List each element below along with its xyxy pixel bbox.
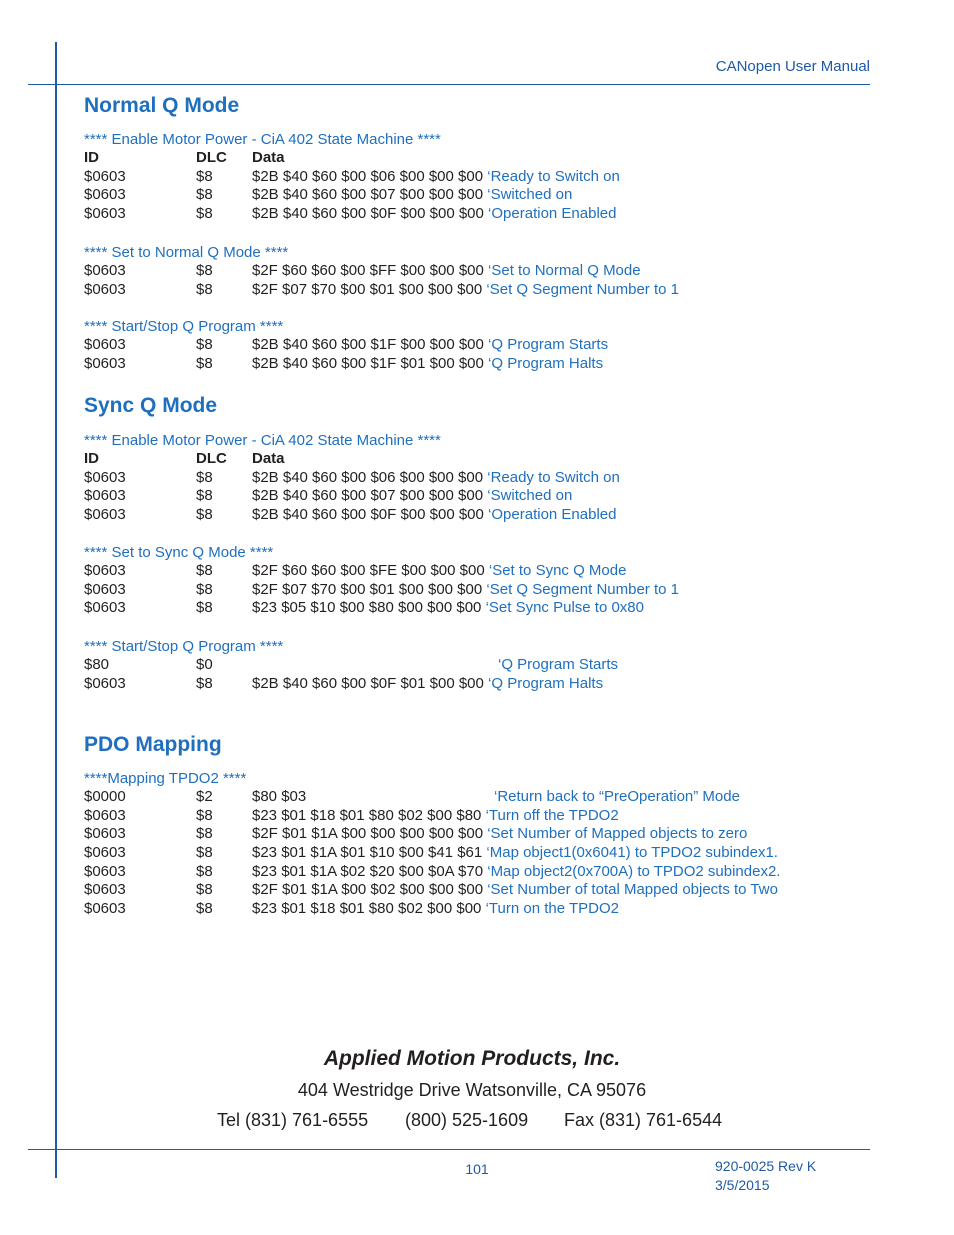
sync-q-start-stop-group	[84, 637, 884, 693]
row-comment: ‘Set Q Segment Number to 1	[486, 280, 679, 298]
row-comment: ‘Q Program Halts	[488, 674, 604, 692]
section-heading-normal-q-mode: Normal Q Mode	[84, 94, 240, 117]
table-row	[84, 656, 884, 675]
row-id: $0603	[84, 599, 126, 617]
row-comment: ‘Map object1(0x6041) to TPDO2 subindex1.	[486, 844, 778, 862]
table-row	[84, 487, 884, 506]
row-id: $0603	[84, 336, 126, 353]
row-data	[252, 825, 747, 844]
row-id: $0603	[84, 506, 126, 524]
document-date: 3/5/2015	[715, 1177, 770, 1193]
table-row	[84, 675, 884, 694]
row-comment: ‘Turn on the TPDO2	[485, 900, 619, 918]
row-comment: ‘Set Q Segment Number to 1	[486, 580, 679, 598]
row-data	[252, 168, 620, 187]
row-data-bytes: $23 $01 $1A $01 $10 $00 $41 $61	[252, 844, 483, 862]
table-row	[84, 168, 884, 187]
row-id: $0603	[84, 186, 126, 204]
row-comment: ‘Operation Enabled	[488, 506, 617, 524]
company-address: 404 Westridge Drive Watsonville, CA 95076	[297, 1080, 647, 1100]
sync-q-set-mode-group	[84, 543, 884, 618]
toll-free-number: (800) 525-1609	[405, 1110, 529, 1130]
row-comment: ‘Set Number of total Mapped objects to Two	[487, 881, 778, 899]
row-dlc: $8	[196, 336, 213, 353]
row-dlc: $8	[196, 825, 213, 843]
row-data	[252, 506, 616, 525]
row-data	[252, 562, 626, 581]
row-comment: ‘Switched on	[487, 487, 573, 505]
row-id: $0603	[84, 806, 126, 824]
row-id: $0603	[84, 825, 126, 843]
row-id: $0603	[84, 167, 126, 185]
row-comment: ‘Q Program Starts	[488, 336, 609, 353]
row-dlc: $8	[196, 354, 213, 372]
row-dlc: $0	[196, 656, 213, 673]
row-data	[252, 487, 572, 506]
column-header-data: Data	[252, 149, 285, 166]
table-row	[84, 599, 884, 618]
row-comment: ‘Set to Normal Q Mode	[488, 262, 641, 279]
row-data-bytes: $2B $40 $60 $00 $07 $00 $00 $00	[252, 186, 484, 204]
table-row	[84, 562, 884, 581]
table-row	[84, 788, 884, 807]
row-id: $0603	[84, 262, 126, 279]
row-id: $0603	[84, 844, 126, 862]
row-comment: ‘Switched on	[487, 186, 573, 204]
row-data-bytes: $2F $60 $60 $00 $FE $00 $00 $00	[252, 562, 485, 579]
column-header-id: ID	[84, 450, 99, 467]
group-comment: **** Enable Motor Power - CiA 402 State Machine ****	[84, 131, 441, 148]
row-data-bytes: $80 $03	[252, 788, 307, 805]
row-data-bytes: $23 $01 $18 $01 $80 $02 $00 $80	[252, 806, 482, 824]
row-id: $0603	[84, 468, 126, 486]
table-row	[84, 900, 884, 919]
row-id: $0603	[84, 881, 126, 899]
table-row	[84, 863, 884, 882]
margin-rule-top	[55, 42, 57, 82]
row-dlc: $8	[196, 844, 213, 862]
column-header-id: ID	[84, 149, 99, 166]
row-data-bytes: $2F $60 $60 $00 $FF $00 $00 $00	[252, 262, 484, 279]
row-comment: ‘Ready to Switch on	[487, 468, 620, 486]
table-row	[84, 355, 884, 374]
row-dlc: $8	[196, 186, 213, 204]
row-data-bytes: $23 $05 $10 $00 $80 $00 $00 $00	[252, 599, 482, 617]
row-data-bytes: $2B $40 $60 $00 $0F $00 $00 $00	[252, 205, 484, 223]
column-header-dlc: DLC	[196, 149, 227, 166]
row-comment: ‘Operation Enabled	[488, 205, 617, 223]
row-comment: ‘Set to Sync Q Mode	[488, 562, 627, 579]
column-header-dlc: DLC	[196, 450, 227, 467]
group-comment: **** Start/Stop Q Program ****	[84, 638, 284, 655]
company-name: Applied Motion Products, Inc.	[323, 1047, 621, 1070]
table-row	[84, 581, 884, 600]
row-dlc: $8	[196, 881, 213, 899]
group-comment: **** Set to Normal Q Mode ****	[84, 244, 289, 261]
pdo-mapping-group	[84, 769, 884, 919]
row-data-bytes: $2B $40 $60 $00 $1F $00 $00 $00	[252, 336, 484, 353]
group-comment: **** Enable Motor Power - CiA 402 State Machine ****	[84, 432, 441, 449]
row-id: $0603	[84, 487, 126, 505]
row-comment: ‘Set Number of Mapped objects to zero	[487, 825, 748, 843]
column-header-data: Data	[252, 450, 285, 467]
row-data-bytes: $2F $07 $70 $00 $01 $00 $00 $00	[252, 580, 483, 598]
normal-q-enable-group	[84, 130, 884, 224]
row-comment: ‘Map object2(0x700A) to TPDO2 subindex2.	[487, 862, 781, 880]
table-row	[84, 186, 884, 205]
row-comment: ‘Turn off the TPDO2	[485, 806, 619, 824]
sync-q-enable-group	[84, 431, 884, 525]
table-row	[84, 807, 884, 826]
row-dlc: $8	[196, 167, 213, 185]
row-data-bytes: $2B $40 $60 $00 $0F $00 $00 $00	[252, 506, 484, 524]
row-data	[252, 881, 778, 900]
row-comment: ‘Q Program Starts	[498, 656, 619, 673]
table-row	[84, 825, 884, 844]
table-row	[84, 336, 884, 355]
row-dlc: $8	[196, 599, 213, 617]
row-id: $0603	[84, 900, 126, 918]
row-dlc: $8	[196, 280, 213, 298]
row-dlc: $8	[196, 468, 213, 486]
row-comment: ‘Return back to “PreOperation” Mode	[494, 788, 740, 805]
header-rule	[28, 84, 870, 85]
table-row	[84, 469, 884, 488]
row-data	[252, 355, 603, 374]
row-data	[252, 807, 619, 826]
row-data-bytes: $2B $40 $60 $00 $07 $00 $00 $00	[252, 487, 484, 505]
table-row	[84, 881, 884, 900]
row-data	[252, 675, 603, 694]
row-data-bytes: $23 $01 $18 $01 $80 $02 $00 $00	[252, 900, 482, 918]
group-comment: **** Start/Stop Q Program ****	[84, 318, 284, 335]
row-id: $0000	[84, 788, 126, 805]
row-dlc: $8	[196, 580, 213, 598]
row-dlc: $8	[196, 806, 213, 824]
row-id: $0603	[84, 280, 126, 298]
tel-number: Tel (831) 761-6555	[217, 1110, 369, 1130]
document-revision: 920-0025 Rev K	[715, 1158, 817, 1174]
section-heading-pdo-mapping: PDO Mapping	[84, 733, 222, 756]
row-id: $0603	[84, 580, 126, 598]
row-data	[252, 281, 679, 300]
row-data	[252, 186, 572, 205]
margin-rule-left	[55, 82, 57, 1178]
section-heading-sync-q-mode: Sync Q Mode	[84, 394, 218, 417]
row-dlc: $8	[196, 562, 213, 579]
row-data	[252, 599, 644, 618]
row-data-bytes: $2B $40 $60 $00 $0F $01 $00 $00	[252, 674, 484, 692]
row-id: $0603	[84, 862, 126, 880]
row-data-bytes: $2F $01 $1A $00 $00 $00 $00 $00	[252, 825, 484, 843]
table-header-row	[84, 450, 884, 469]
row-data	[252, 863, 780, 882]
row-data	[252, 900, 619, 919]
row-data	[252, 205, 616, 224]
normal-q-set-mode-group	[84, 243, 884, 299]
row-data	[252, 336, 608, 355]
row-data-bytes: $2B $40 $60 $00 $06 $00 $00 $00	[252, 468, 484, 486]
table-row	[84, 262, 884, 281]
manual-title: CANopen User Manual	[715, 58, 870, 75]
row-id: $0603	[84, 674, 126, 692]
table-row	[84, 844, 884, 863]
row-data-bytes: $2F $01 $1A $00 $02 $00 $00 $00	[252, 881, 484, 899]
row-id: $0603	[84, 354, 126, 372]
row-id: $0603	[84, 205, 126, 223]
table-row	[84, 506, 884, 525]
row-dlc: $8	[196, 487, 213, 505]
group-comment: **** Set to Sync Q Mode ****	[84, 544, 274, 561]
row-dlc: $8	[196, 262, 213, 279]
row-data-bytes: $2F $07 $70 $00 $01 $00 $00 $00	[252, 280, 483, 298]
row-dlc: $8	[196, 674, 213, 692]
table-row	[84, 205, 884, 224]
row-comment: ‘Q Program Halts	[488, 354, 604, 372]
row-data-bytes: $2B $40 $60 $00 $06 $00 $00 $00	[252, 167, 484, 185]
row-dlc: $8	[196, 506, 213, 524]
table-row	[84, 281, 884, 300]
row-dlc: $8	[196, 900, 213, 918]
row-dlc: $8	[196, 862, 213, 880]
group-comment: ****Mapping TPDO2 ****	[84, 770, 247, 787]
row-data	[252, 262, 641, 281]
row-data-bytes: $23 $01 $1A $02 $20 $00 $0A $70	[252, 862, 484, 880]
row-data-bytes: $2B $40 $60 $00 $1F $01 $00 $00	[252, 354, 484, 372]
row-comment: ‘Ready to Switch on	[487, 167, 620, 185]
row-data	[252, 581, 679, 600]
row-dlc: $8	[196, 205, 213, 223]
normal-q-start-stop-group	[84, 317, 884, 373]
row-id: $0603	[84, 562, 126, 579]
table-header-row	[84, 149, 884, 168]
fax-number: Fax (831) 761-6544	[564, 1110, 723, 1130]
row-id: $80	[84, 656, 110, 673]
footer-rule	[28, 1149, 870, 1150]
row-data	[252, 844, 778, 863]
row-data	[252, 469, 620, 488]
row-dlc: $2	[196, 788, 213, 805]
row-comment: ‘Set Sync Pulse to 0x80	[485, 599, 644, 617]
page-number: 101	[465, 1161, 489, 1177]
